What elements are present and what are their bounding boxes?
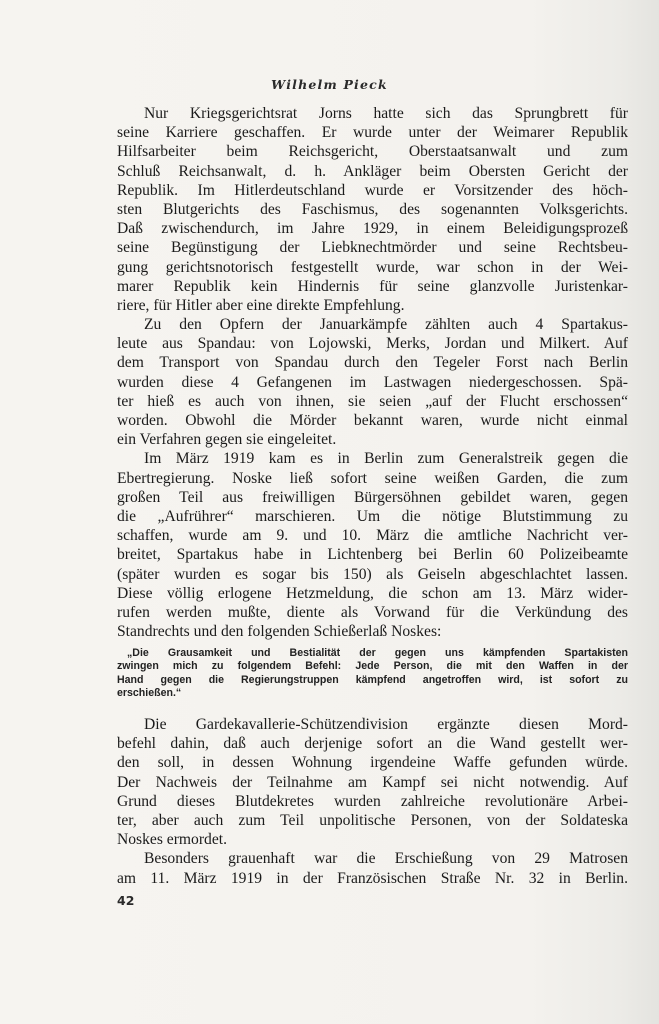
text-line: befehl dahin, daß auch derjenige sofort an die Wand gestellt wer- <box>117 735 628 753</box>
text-line: Nur Kriegsgerichtsrat Jorns hatte sich das Sprungbrett für <box>144 105 628 122</box>
text-line: wurden diese 4 Gefangenen im Lastwagen niedergeschossen. Spä- <box>117 373 628 391</box>
running-header: Wilhelm Pieck <box>271 77 388 92</box>
text-line: großen Teil aus freiwilligen Bürgersöhnen gebildet waren, gegen <box>117 488 628 506</box>
text-line: (später wurden es sogar bis 150) als Geiseln abgeschlachtet lassen. <box>117 565 628 583</box>
text-line: ter, aber auch zum Teil unpolitische Personen, von der Soldateska <box>117 811 628 829</box>
page-number: 42 <box>117 893 135 908</box>
text-line: die „Aufrührer“ marschieren. Um die nötige Blutstimmung zu <box>117 507 628 525</box>
text-line: Im März 1919 kam es in Berlin zum Generalstreik gegen die <box>144 450 628 468</box>
text-line: Diese völlig erlogene Hetzmeldung, die schon am 13. März wider- <box>117 584 628 602</box>
text-line: Noskes ermordet. <box>117 831 227 849</box>
quote-line: „Die Grausamkeit und Bestialität der gegen uns kämpfenden Spartakisten <box>127 647 628 659</box>
text-line: schaffen, wurde am 9. und 10. März die amtliche Nachricht ver- <box>117 527 628 545</box>
text-line: worden. Obwohl die Mörder bekannt waren, wurde nicht einmal <box>117 412 628 429</box>
text-line: Der Nachweis der Teilnahme am Kampf sei nicht notwendig. Auf <box>117 773 628 791</box>
text-line: Zu den Opfern der Januarkämpfe zählten auch 4 Spartakus- <box>144 316 628 334</box>
text-line: gung gerichtsnotorisch festgestellt wurde, war schon in der Wei- <box>117 258 628 276</box>
text-line: sten Blutgerichts des Faschismus, des sogenannten Volksgerichts. <box>117 200 628 218</box>
text-line: breitet, Spartakus habe in Lichtenberg bei Berlin 60 Polizeibeamte <box>117 546 628 564</box>
text-line: dem Transport von Spandau durch den Tegeler Forst nach Berlin <box>117 354 628 372</box>
text-line: rufen werden mußte, diente als Vorwand für die Verkündung des <box>117 603 628 621</box>
text-line: Standrechts und den folgenden Schießerlaß Noskes: <box>117 623 442 641</box>
text-line: ein Verfahren gegen sie eingeleitet. <box>117 431 337 449</box>
text-line: Die Gardekavallerie-Schützendivision ergänzte diesen Mord- <box>144 716 628 733</box>
text-line: marer Republik kein Hindernis für seine glanzvolle Juristenkar- <box>117 277 628 295</box>
order-quote <box>117 647 628 701</box>
text-line: ter hieß es auch von ihnen, sie seien „auf der Flucht erschossen“ <box>117 392 628 410</box>
quote-line: erschießen.“ <box>117 687 182 700</box>
text-line: Schluß Reichsanwalt, d. h. Ankläger beim Obersten Gericht der <box>117 162 628 180</box>
text-line: seine Begünstigung der Liebknechtmörder und seine Rechtsbeu- <box>117 239 628 257</box>
text-line: Hilfsarbeiter beim Reichsgericht, Oberstaatsanwalt und zum <box>117 143 628 161</box>
text-line: riere, für Hitler aber eine direkte Empfehlung. <box>117 296 405 314</box>
body-text-lower <box>117 715 628 888</box>
text-line: Republik. Im Hitlerdeutschland wurde er Vorsitzender des höch- <box>117 181 628 199</box>
body-text-upper <box>117 104 628 641</box>
quote-line: Hand gegen die Regierungstruppen kämpfend angetroffen wird, ist sofort zu <box>117 673 628 686</box>
text-line: Besonders grauenhaft war die Erschießung von 29 Matrosen <box>144 850 628 868</box>
text-line: Grund dieses Blutdekretes wurden zahlreiche revolutionäre Arbei- <box>117 792 628 810</box>
quote-line: zwingen mich zu folgendem Befehl: Jede Person, die mit den Waffen in der <box>117 660 628 673</box>
text-line: am 11. März 1919 in der Französischen Straße Nr. 32 in Berlin. <box>117 869 628 887</box>
text-line: den soll, in dessen Wohnung irgendeine Waffe gefunden würde. <box>117 754 628 772</box>
text-line: seine Karriere geschaffen. Er wurde unter der Weimarer Republik <box>117 124 628 142</box>
text-line: Ebertregierung. Noske ließ sofort seine weißen Garden, die zum <box>117 469 628 487</box>
text-line: leute aus Spandau: von Lojowski, Merks, Jordan und Milkert. Auf <box>117 335 628 353</box>
text-line: Daß zwischendurch, im Jahre 1929, in einem Beleidigungsprozeß <box>117 220 628 238</box>
